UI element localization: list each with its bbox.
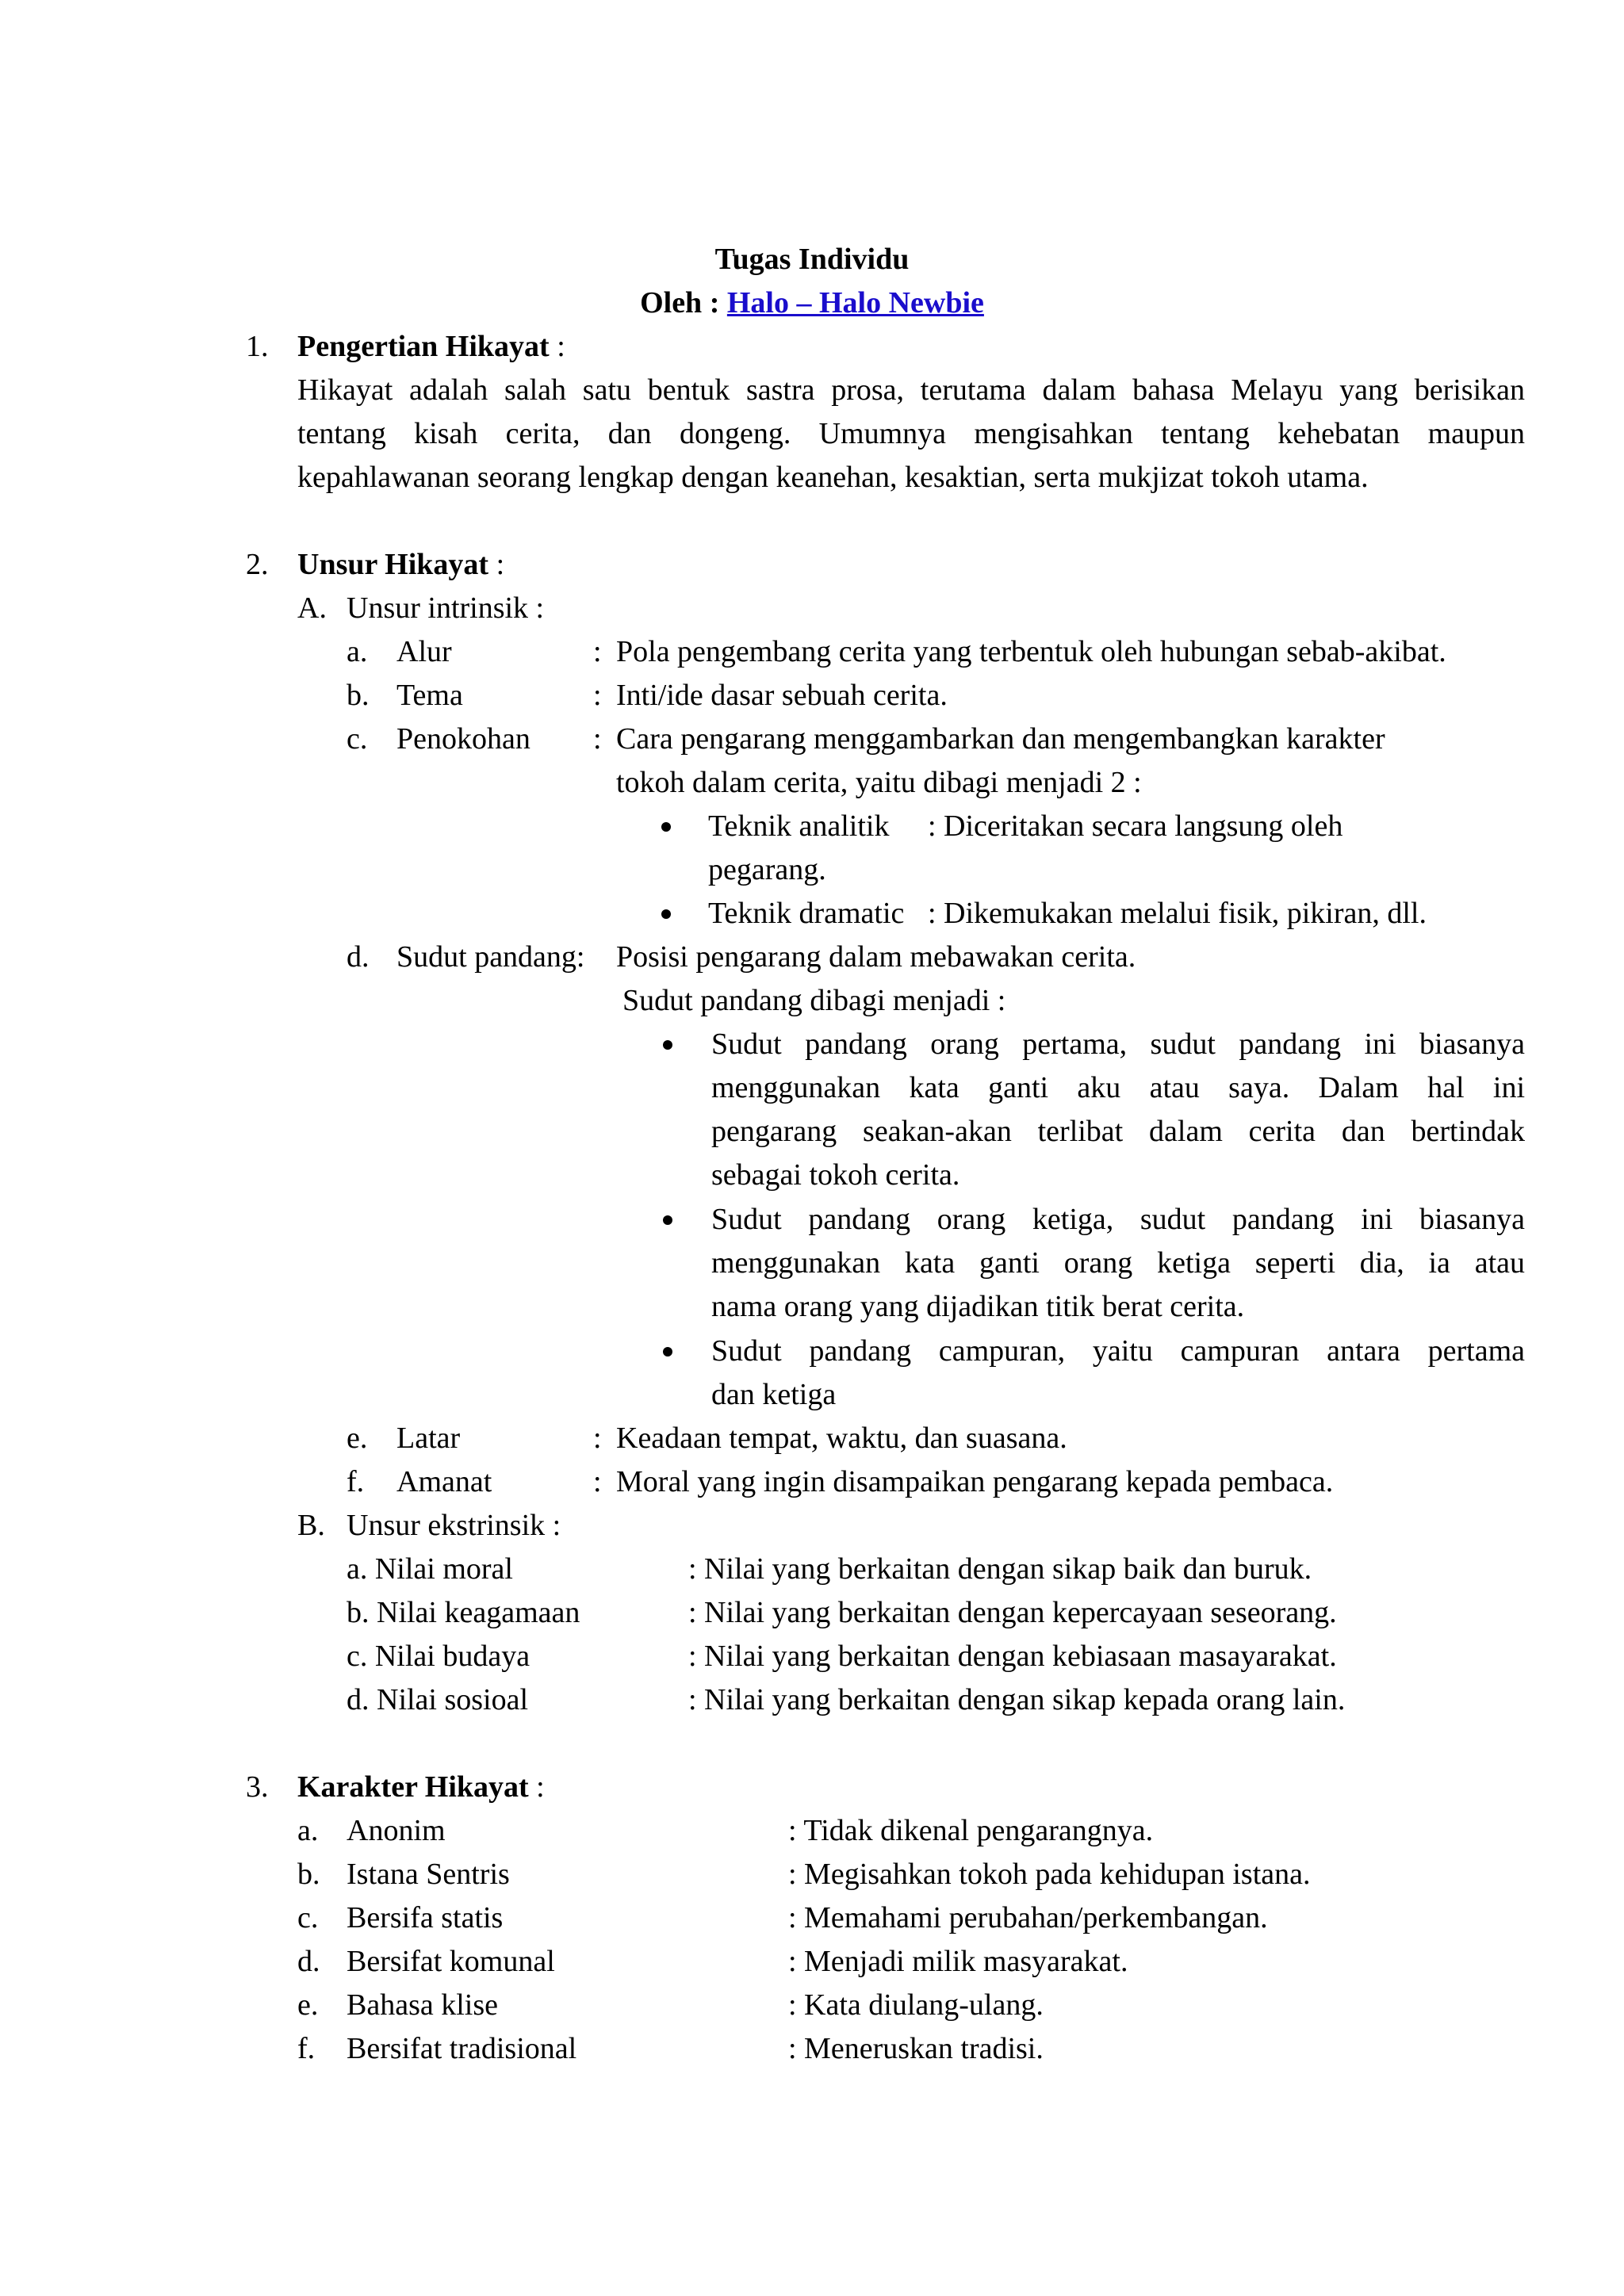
author-line	[0, 281, 1624, 324]
intrinsic-item-text: tokoh dalam cerita, yaitu dibagi menjadi 2 :	[616, 766, 1142, 799]
intrinsic-item-colon: :	[593, 679, 602, 712]
character-label: Bersifat komunal	[347, 1945, 555, 1978]
extrinsic-marker: B.	[297, 1509, 325, 1542]
intrinsic-title: Unsur intrinsik :	[347, 591, 545, 625]
section2-number: 2.	[246, 548, 269, 581]
intrinsic-item-label: Sudut pandang:	[396, 940, 585, 974]
character-text: : Menjadi milik masyarakat.	[788, 1945, 1128, 1978]
extrinsic-title: Unsur ekstrinsik :	[347, 1509, 561, 1542]
technique-text-continued: pegarang.	[708, 853, 826, 886]
bullet-icon	[663, 1215, 672, 1225]
intrinsic-item-text: Sudut pandang dibagi menjadi :	[622, 984, 1006, 1017]
viewpoint-line: dan ketiga	[711, 1378, 837, 1411]
technique-text: : Dikemukakan melalui fisik, pikiran, dll.	[928, 897, 1427, 930]
technique-label: Teknik analitik	[708, 809, 890, 843]
section1-title: Pengertian Hikayat	[297, 330, 550, 363]
character-label: Bahasa klise	[347, 1988, 499, 2022]
intrinsic-item-text: Inti/ide dasar sebuah cerita.	[616, 679, 948, 712]
intrinsic-item-label: Amanat	[396, 1465, 492, 1498]
section1-paragraph-line: kepahlawanan seorang lengkap dengan keanehan, kesaktian, serta mukjizat tokoh utama.	[297, 461, 1369, 494]
document-title: Tugas Individu	[714, 243, 910, 276]
viewpoint-line: Sudut pandang orang ketiga, sudut pandang ini biasanya	[711, 1203, 1525, 1236]
character-marker: f.	[297, 2032, 316, 2065]
section2-heading	[297, 543, 504, 586]
character-text: : Megisahkan tokoh pada kehidupan istana.	[788, 1858, 1311, 1891]
intrinsic-item-marker: b.	[347, 679, 370, 712]
section1-colon: :	[557, 330, 565, 363]
intrinsic-item-text: Pola pengembang cerita yang terbentuk oleh hubungan sebab-akibat.	[616, 635, 1446, 668]
intrinsic-item-text: Moral yang ingin disampaikan pengarang kepada pembaca.	[616, 1465, 1334, 1498]
intrinsic-item-label: Tema	[396, 679, 463, 712]
intrinsic-item-marker: e.	[347, 1422, 368, 1455]
intrinsic-item-label: Penokohan	[396, 722, 530, 756]
intrinsic-item-text: Posisi pengarang dalam mebawakan cerita.	[616, 940, 1136, 974]
viewpoint-line: Sudut pandang orang pertama, sudut pandang ini biasanya	[711, 1027, 1525, 1061]
intrinsic-marker: A.	[297, 591, 327, 625]
character-marker: c.	[297, 1901, 319, 1934]
bullet-icon	[663, 1347, 672, 1357]
extrinsic-item-text: : Nilai yang berkaitan dengan sikap baik dan buruk.	[688, 1552, 1312, 1586]
character-text: : Kata diulang-ulang.	[788, 1988, 1044, 2022]
section3-heading	[297, 1766, 545, 1808]
section2-colon: :	[496, 548, 505, 581]
character-label: Istana Sentris	[347, 1858, 510, 1891]
extrinsic-item-text: : Nilai yang berkaitan dengan sikap kepada orang lain.	[688, 1683, 1346, 1716]
viewpoint-line: nama orang yang dijadikan titik berat cerita.	[711, 1290, 1245, 1323]
character-text: : Tidak dikenal pengarangnya.	[788, 1814, 1154, 1847]
extrinsic-item-label: d. Nilai sosioal	[347, 1683, 529, 1716]
author-link[interactable]: Halo – Halo Newbie	[726, 286, 984, 320]
section1-heading	[297, 325, 565, 368]
intrinsic-item-colon: :	[593, 1422, 602, 1455]
bullet-icon	[661, 822, 671, 832]
section1-number: 1.	[246, 330, 269, 363]
intrinsic-item-text: Keadaan tempat, waktu, dan suasana.	[616, 1422, 1067, 1455]
extrinsic-item-text: : Nilai yang berkaitan dengan kepercayaan seseorang.	[688, 1596, 1337, 1629]
intrinsic-item-marker: d.	[347, 940, 370, 974]
character-text: : Memahami perubahan/perkembangan.	[788, 1901, 1268, 1934]
section3-number: 3.	[246, 1770, 269, 1804]
intrinsic-item-colon: :	[593, 722, 602, 756]
character-marker: e.	[297, 1988, 319, 2022]
character-marker: d.	[297, 1945, 320, 1978]
extrinsic-item-label: b. Nilai keagamaan	[347, 1596, 580, 1629]
extrinsic-item-text: : Nilai yang berkaitan dengan kebiasaan masayarakat.	[688, 1640, 1337, 1673]
viewpoint-line: Sudut pandang campuran, yaitu campuran antara pertama	[711, 1334, 1525, 1368]
intrinsic-item-marker: a.	[347, 635, 368, 668]
section3-colon: :	[536, 1770, 545, 1804]
character-label: Bersifat tradisional	[347, 2032, 577, 2065]
intrinsic-item-colon: :	[593, 1465, 602, 1498]
section1-paragraph-line: Hikayat adalah salah satu bentuk sastra prosa, terutama dalam bahasa Melayu yang berisikan	[297, 373, 1525, 407]
bullet-icon	[661, 909, 671, 919]
intrinsic-item-label: Alur	[396, 635, 452, 668]
technique-label: Teknik dramatic	[708, 897, 905, 930]
viewpoint-line: pengarang seakan-akan terlibat dalam cerita dan bertindak	[711, 1115, 1525, 1148]
intrinsic-item-marker: c.	[347, 722, 368, 756]
character-label: Bersifa statis	[347, 1901, 504, 1934]
section2-title: Unsur Hikayat	[297, 548, 489, 581]
character-marker: a.	[297, 1814, 319, 1847]
extrinsic-item-label: c. Nilai budaya	[347, 1640, 530, 1673]
intrinsic-item-marker: f.	[347, 1465, 365, 1498]
viewpoint-line: menggunakan kata ganti aku atau saya. Dalam hal ini	[711, 1071, 1525, 1104]
intrinsic-item-text: Cara pengarang menggambarkan dan mengembangkan karakter	[616, 722, 1385, 756]
extrinsic-item-label: a. Nilai moral	[347, 1552, 513, 1586]
viewpoint-line: menggunakan kata ganti orang ketiga seperti dia, ia atau	[711, 1246, 1525, 1280]
section3-title: Karakter Hikayat	[297, 1770, 529, 1804]
technique-text: : Diceritakan secara langsung oleh	[928, 809, 1343, 843]
character-marker: b.	[297, 1858, 320, 1891]
intrinsic-item-label: Latar	[396, 1422, 461, 1455]
character-text: : Meneruskan tradisi.	[788, 2032, 1044, 2065]
character-label: Anonim	[347, 1814, 446, 1847]
author-label: Oleh :	[640, 286, 720, 320]
bullet-icon	[663, 1040, 672, 1050]
viewpoint-line: sebagai tokoh cerita.	[711, 1158, 960, 1192]
section1-paragraph-line: tentang kisah cerita, dan dongeng. Umumnya mengisahkan tentang kehebatan maupun	[297, 417, 1525, 450]
intrinsic-item-colon: :	[593, 635, 602, 668]
